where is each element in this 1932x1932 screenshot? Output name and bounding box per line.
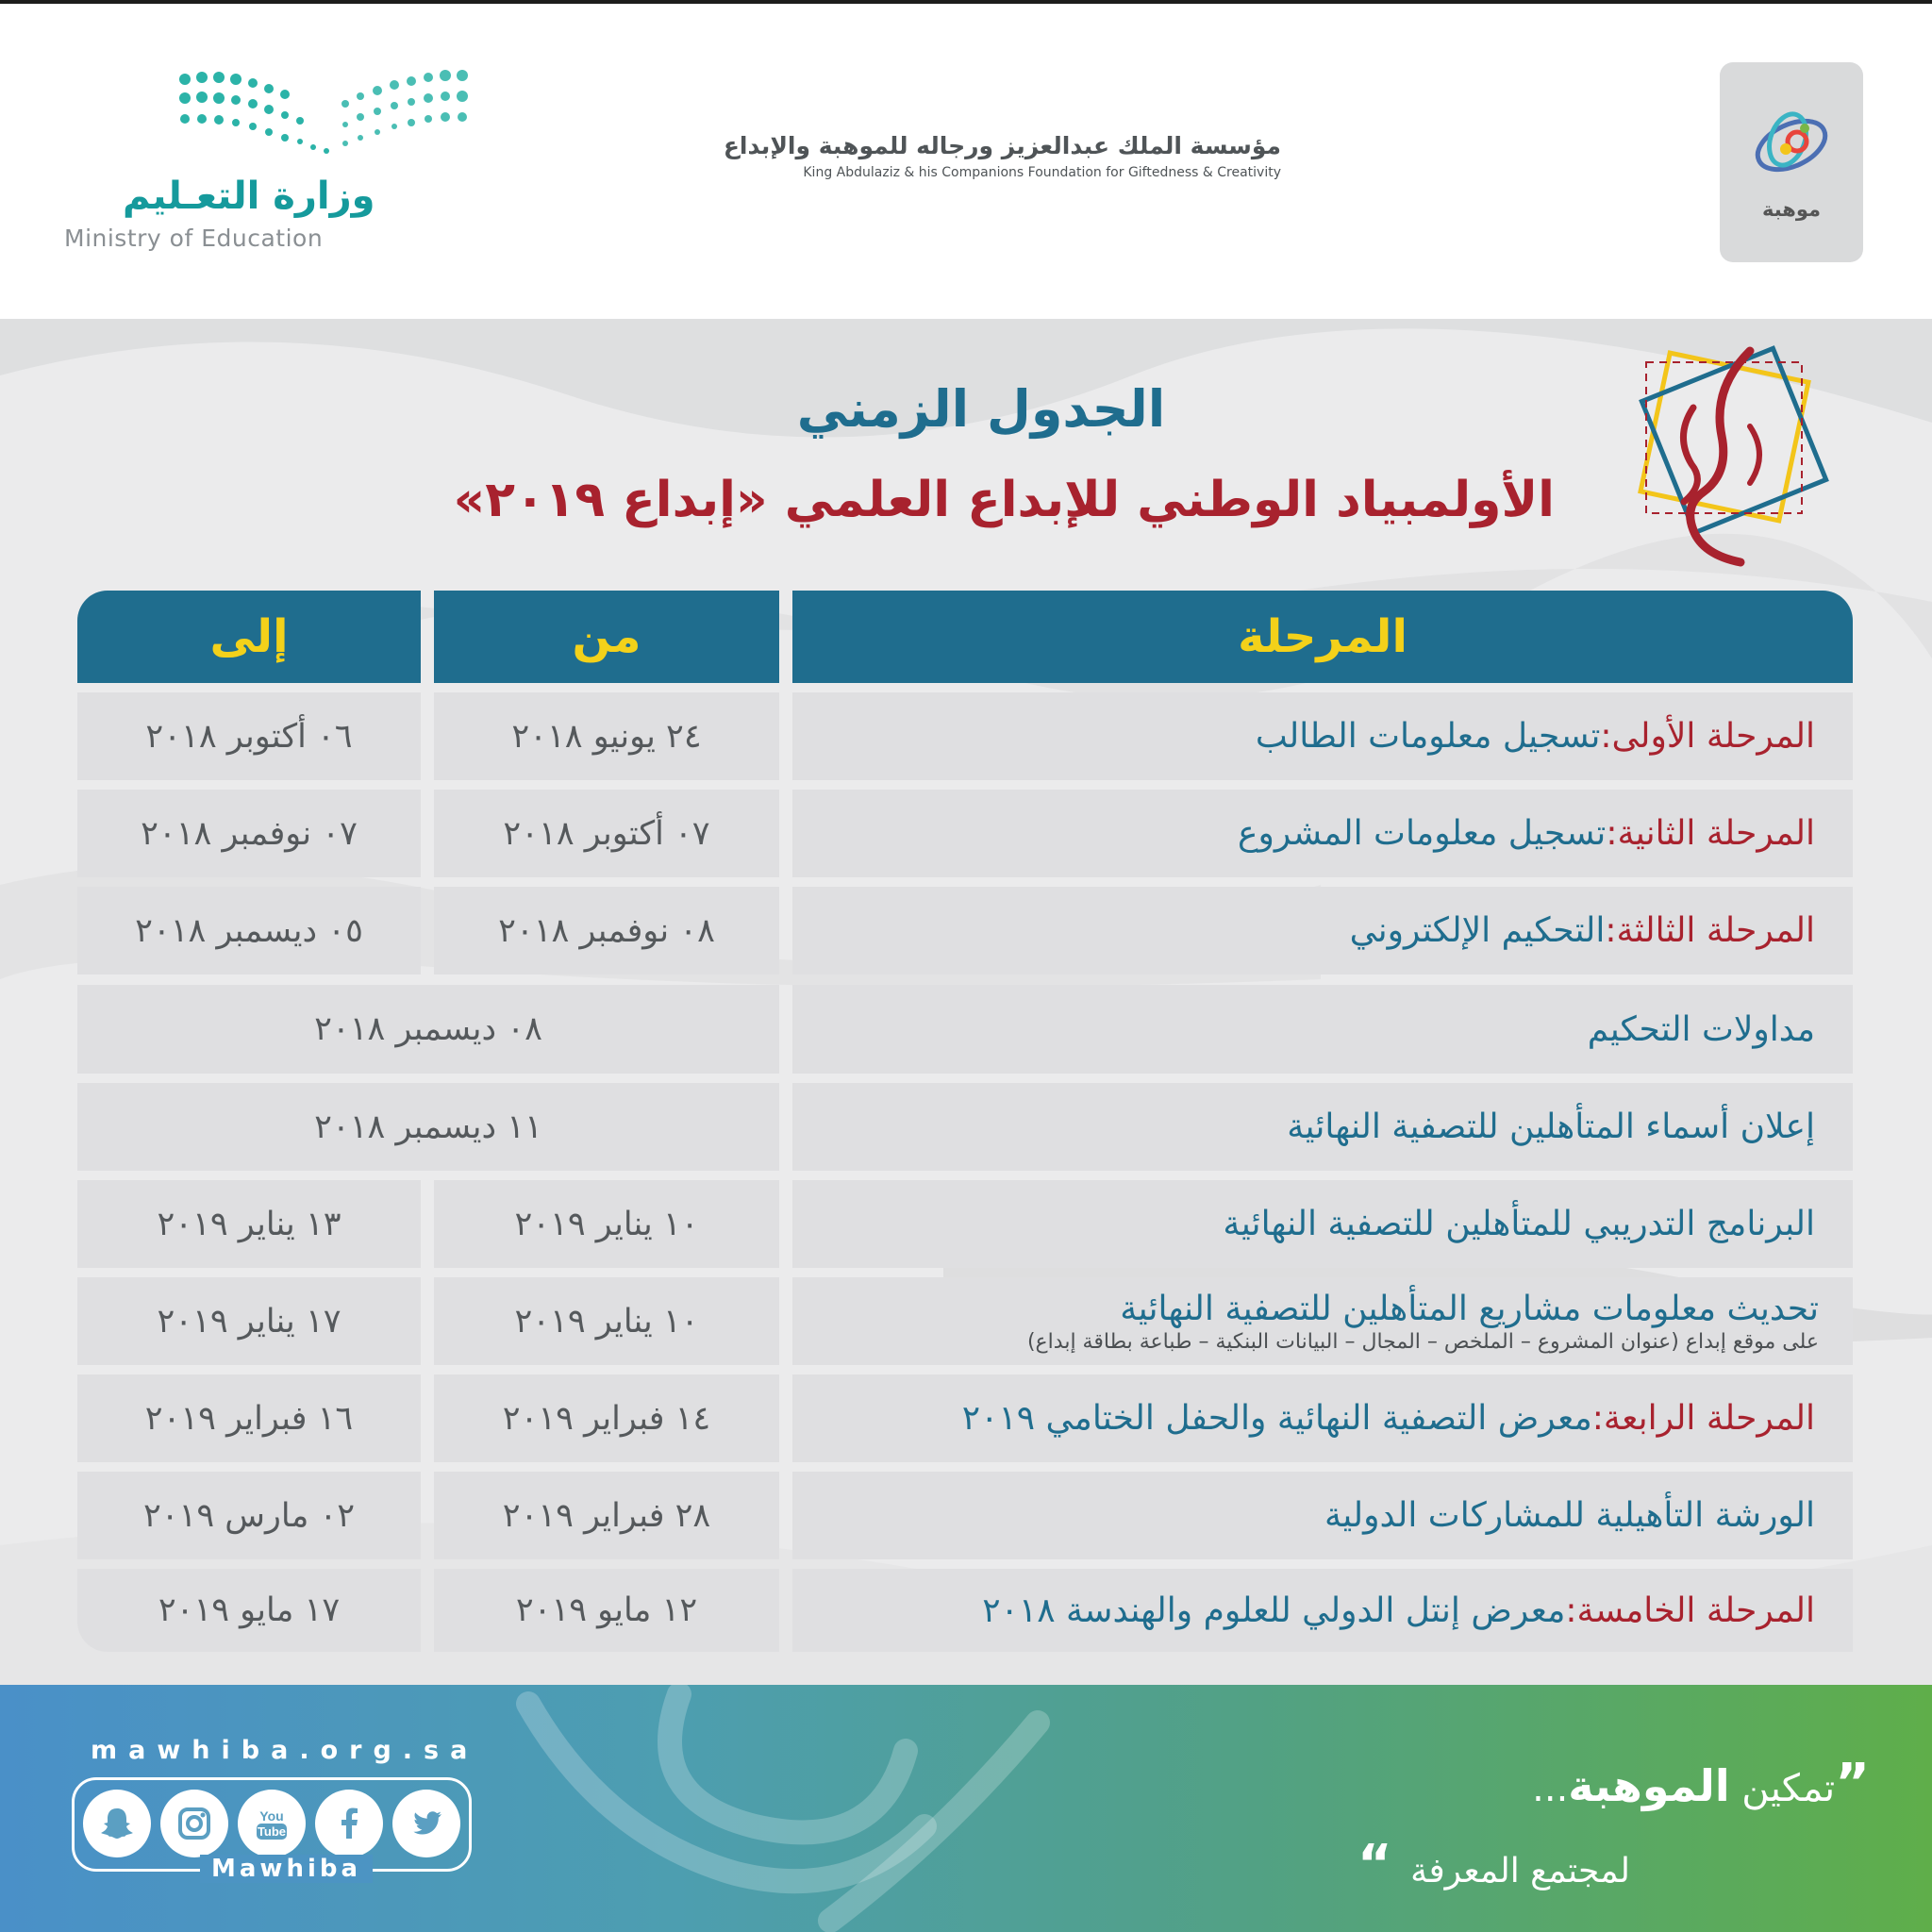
table-row-8-to: ١٦ فبراير ٢٠١٩ xyxy=(77,1374,421,1462)
foundation-name xyxy=(724,132,1281,180)
table-row-3-from: ٠٨ نوفمبر ٢٠١٨ xyxy=(434,887,779,974)
facebook-icon xyxy=(328,1803,370,1844)
twitter-button[interactable] xyxy=(392,1790,460,1857)
slogan-line-2 xyxy=(1357,1834,1630,1895)
instagram-icon xyxy=(174,1803,215,1844)
ministry-of-education-logo xyxy=(57,66,434,264)
table-row-3-phase xyxy=(792,887,1853,974)
schedule-title: الجدول الزمني xyxy=(796,379,1166,439)
ibda-calligraphy-logo xyxy=(1608,332,1835,568)
phase-text: التحكيم الإلكتروني xyxy=(1349,911,1606,950)
phase-label: المرحلة الرابعة: xyxy=(1591,1399,1815,1438)
table-row-8-from: ١٤ فبراير ٢٠١٩ xyxy=(434,1374,779,1462)
table-row-10-phase xyxy=(792,1569,1853,1652)
table-row-10-from: ١٢ مايو ٢٠١٩ xyxy=(434,1569,779,1652)
foundation-english-name: King Abdulaziz & his Companions Foundation for Giftedness & Creativity xyxy=(803,165,1281,180)
header-phase: المرحلة xyxy=(792,591,1853,683)
table-row-5-date: ١١ ديسمبر ٢٠١٨ xyxy=(77,1083,779,1171)
table-row-5-phase xyxy=(792,1083,1853,1171)
table-row-6-phase xyxy=(792,1180,1853,1268)
phase-stack xyxy=(1027,1290,1819,1354)
phase-text: تسجيل معلومات المشروع xyxy=(1237,814,1607,853)
moe-english-name: Ministry of Education xyxy=(64,225,324,252)
snapchat-button[interactable] xyxy=(83,1790,151,1857)
phase-text: معرض إنتل الدولي للعلوم والهندسة ٢٠١٨ xyxy=(982,1591,1566,1630)
olympiad-title: الأولمبياد الوطني للإبداع العلمي «إبداع ٢٠١٩» xyxy=(453,472,1555,528)
mawhiba-logo xyxy=(1720,62,1863,262)
table-row-2-phase xyxy=(792,790,1853,877)
moe-arabic-name: وزارة التعـليم xyxy=(123,175,375,218)
slogan-line-1 xyxy=(1532,1753,1870,1814)
svg-text:You: You xyxy=(259,1808,284,1824)
foundation-arabic-name: مؤسسة الملك عبدالعزيز ورجاله للموهبة والإبداع xyxy=(723,132,1281,159)
mawhiba-emblem-icon xyxy=(1720,62,1863,194)
svg-text:Tube: Tube xyxy=(257,1824,287,1839)
phase-label: المرحلة الثالثة: xyxy=(1605,911,1815,950)
table-row-6-to: ١٣ يناير ٢٠١٩ xyxy=(77,1180,421,1268)
top-border xyxy=(0,0,1932,4)
phase-text: معرض التصفية النهائية والحفل الختامي ٢٠١٩ xyxy=(961,1399,1592,1438)
phase-text: الورشة التأهيلية للمشاركات الدولية xyxy=(1324,1496,1815,1535)
snapchat-icon xyxy=(96,1803,138,1844)
table-row-4-date: ٠٨ ديسمبر ٢٠١٨ xyxy=(77,985,779,1074)
website-url[interactable]: mawhiba.org.sa xyxy=(91,1736,479,1765)
close-quote-icon: “ xyxy=(1357,1834,1411,1895)
table-row-6-from: ١٠ يناير ٢٠١٩ xyxy=(434,1180,779,1268)
phase-subtext: على موقع إبداع (عنوان المشروع – الملخص – المجال – البيانات البنكية – طباعة بطاقة إبداع) xyxy=(1026,1329,1819,1354)
facebook-button[interactable] xyxy=(315,1790,383,1857)
instagram-button[interactable] xyxy=(160,1790,228,1857)
phase-text: البرنامج التدريبي للمتأهلين للتصفية النهائية xyxy=(1223,1205,1815,1243)
slogan-pre: تمكين xyxy=(1729,1767,1836,1810)
header-from: من xyxy=(434,591,779,683)
phase-text: تحديث معلومات مشاريع المتأهلين للتصفية النهائية xyxy=(1120,1289,1819,1328)
phase-text: إعلان أسماء المتأهلين للتصفية النهائية xyxy=(1287,1108,1815,1146)
table-row-9-from: ٢٨ فبراير ٢٠١٩ xyxy=(434,1472,779,1559)
table-row-1-phase xyxy=(792,692,1853,780)
table-row-4-phase xyxy=(792,985,1853,1074)
mawhiba-logo-label: موهبة xyxy=(1761,198,1822,221)
table-row-1-from: ٢٤ يونيو ٢٠١٨ xyxy=(434,692,779,780)
phase-text: تسجيل معلومات الطالب xyxy=(1255,717,1601,756)
header-to: إلى xyxy=(77,591,421,683)
table-row-9-phase xyxy=(792,1472,1853,1559)
table-row-8-phase xyxy=(792,1374,1853,1462)
phase-label: المرحلة الثانية: xyxy=(1606,814,1815,853)
youtube-button[interactable] xyxy=(238,1790,306,1857)
brand-handle: Mawhiba xyxy=(200,1855,373,1883)
phase-text: مداولات التحكيم xyxy=(1587,1009,1815,1049)
youtube-icon xyxy=(249,1803,294,1844)
table-row-10-to: ١٧ مايو ٢٠١٩ xyxy=(77,1569,421,1652)
table-row-3-to: ٠٥ ديسمبر ٢٠١٨ xyxy=(77,887,421,974)
phase-label: المرحلة الأولى: xyxy=(1600,717,1815,756)
phase-label: المرحلة الخامسة: xyxy=(1565,1591,1815,1630)
slogan-line-2-text: لمجتمع المعرفة xyxy=(1410,1852,1630,1890)
table-row-7-to: ١٧ يناير ٢٠١٩ xyxy=(77,1277,421,1365)
table-row-7-from: ١٠ يناير ٢٠١٩ xyxy=(434,1277,779,1365)
table-row-2-to: ٠٧ نوفمبر ٢٠١٨ xyxy=(77,790,421,877)
slogan-post: ... xyxy=(1532,1767,1569,1810)
moe-dots-emblem xyxy=(179,66,481,160)
twitter-icon xyxy=(406,1803,447,1844)
slogan-bold: الموهبة xyxy=(1568,1760,1730,1811)
open-quote-icon: ” xyxy=(1835,1753,1870,1814)
table-row-2-from: ٠٧ أكتوبر ٢٠١٨ xyxy=(434,790,779,877)
table-row-1-to: ٠٦ أكتوبر ٢٠١٨ xyxy=(77,692,421,780)
table-row-9-to: ٠٢ مارس ٢٠١٩ xyxy=(77,1472,421,1559)
table-row-7-phase xyxy=(792,1277,1853,1365)
